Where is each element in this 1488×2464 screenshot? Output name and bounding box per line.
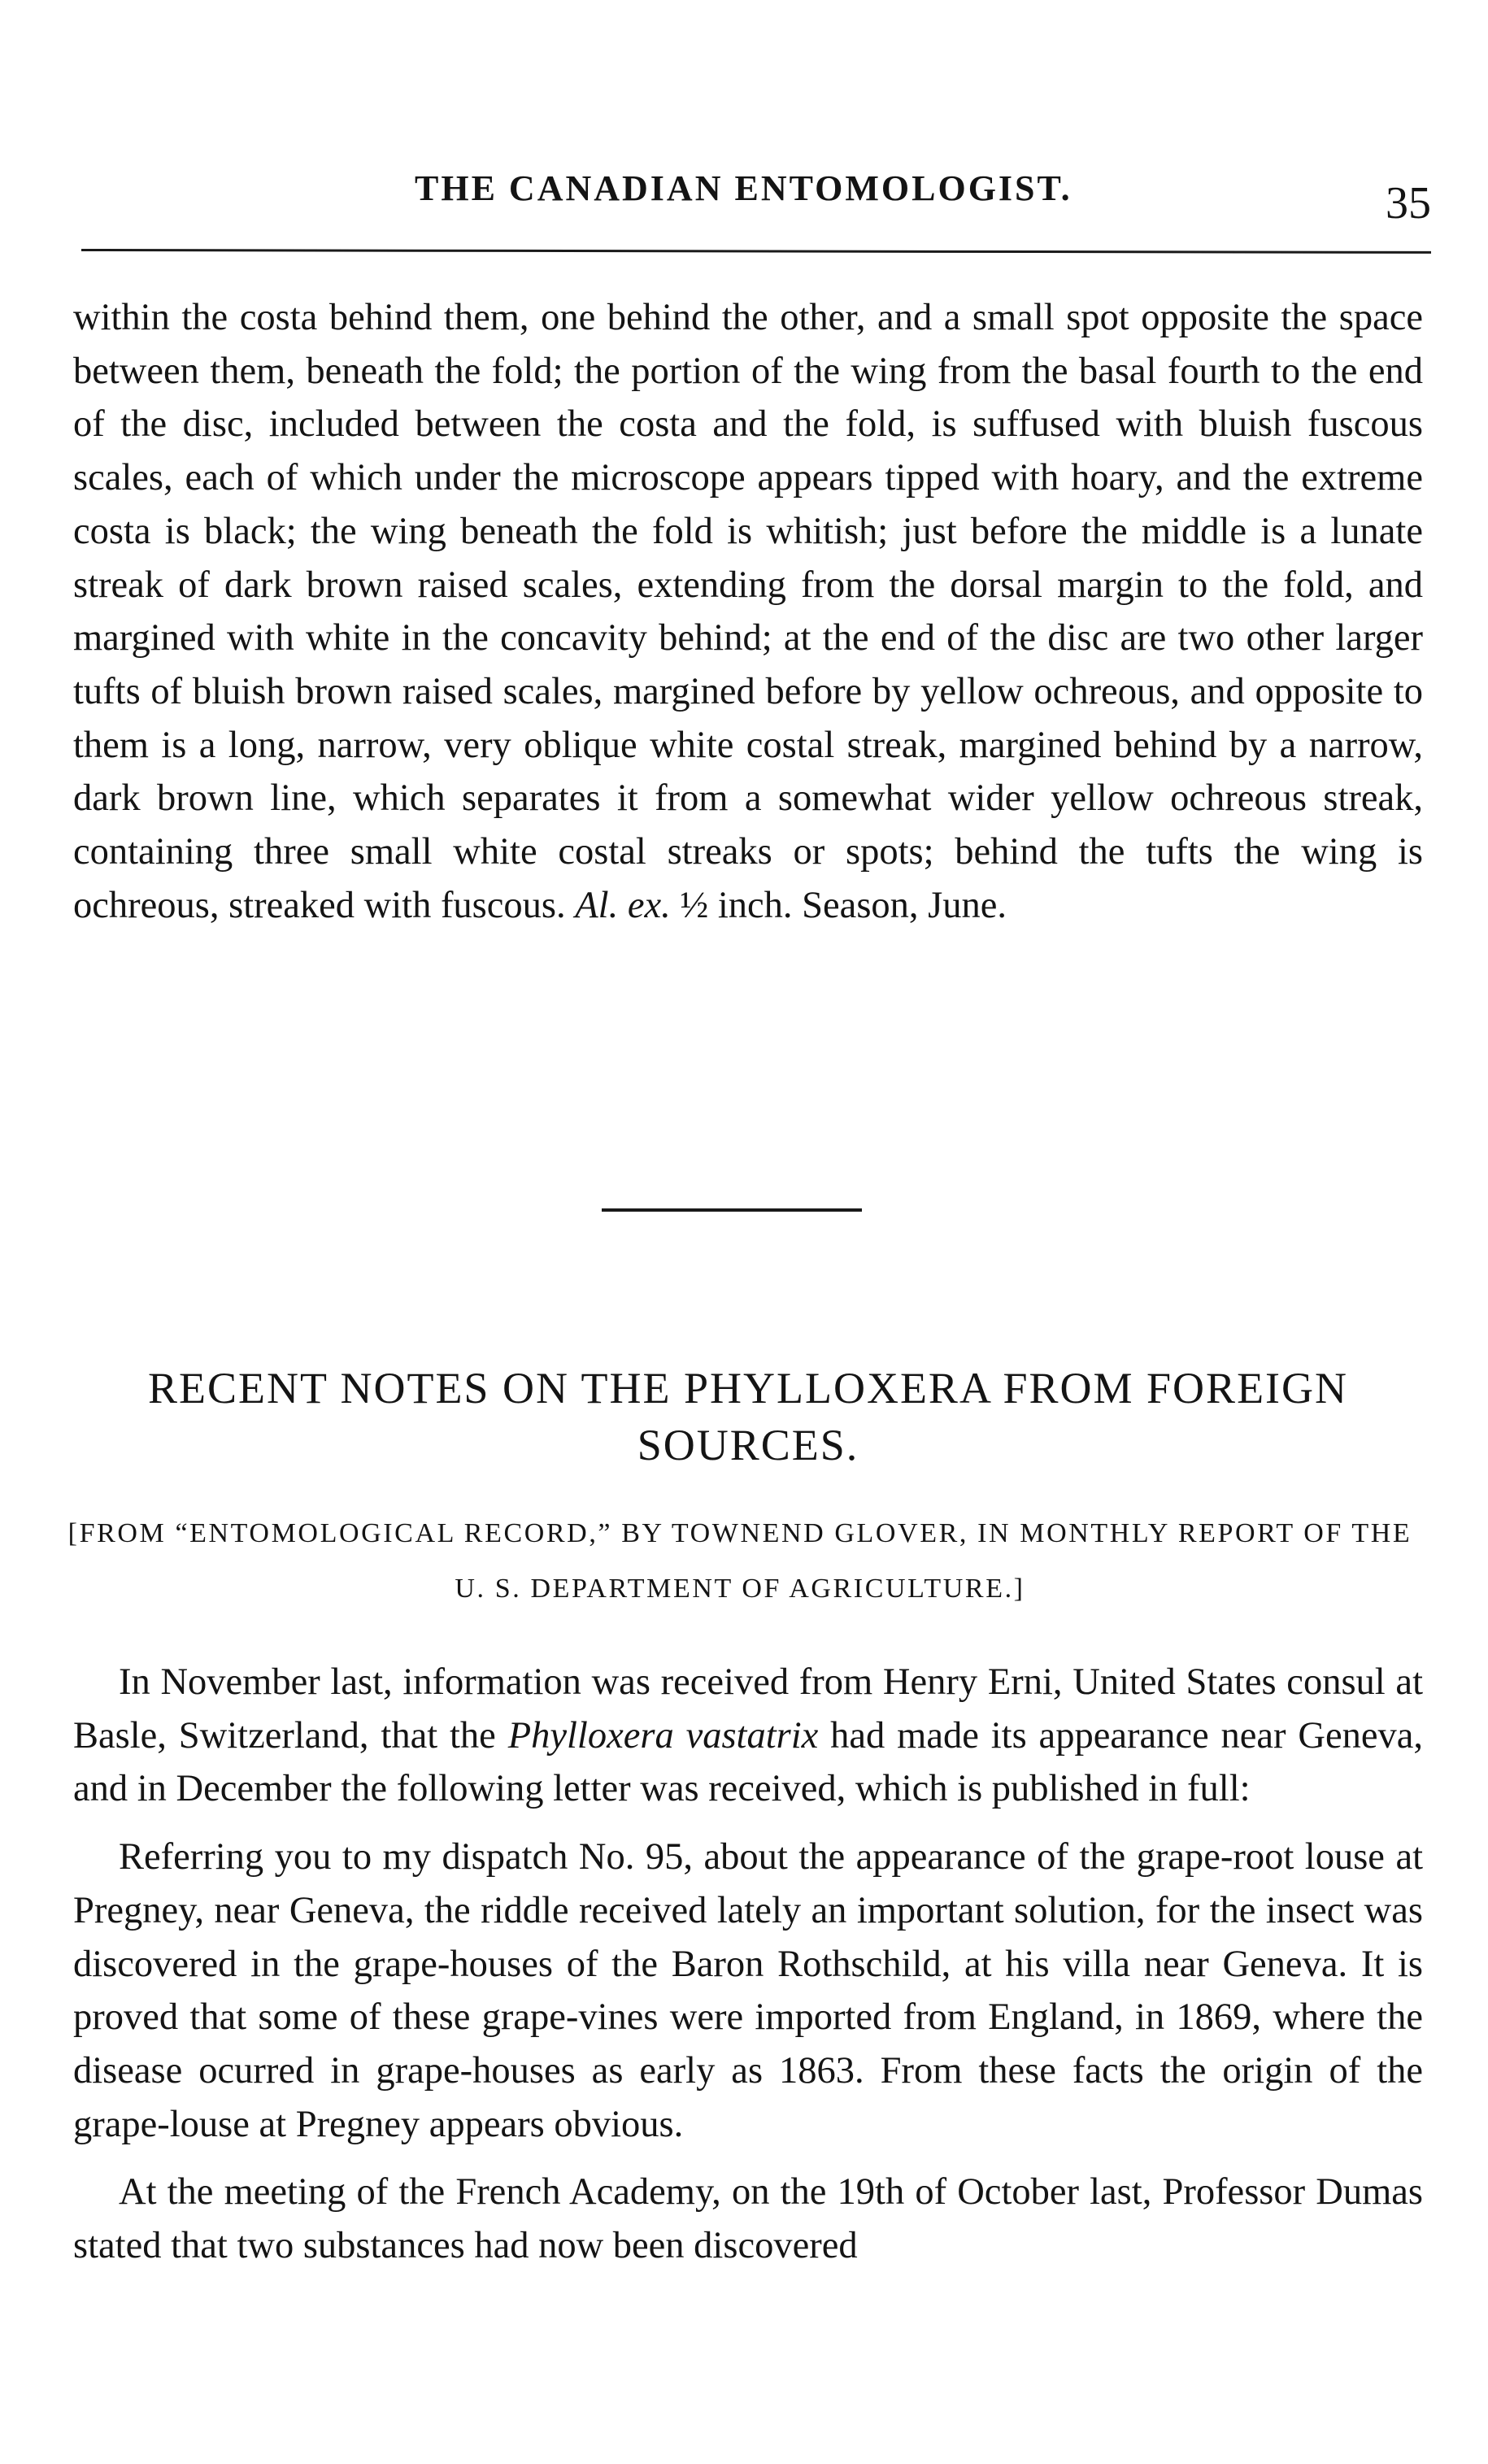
continued-paragraph xyxy=(73,291,1423,932)
header-rule xyxy=(81,249,1431,254)
article-paragraph-1 xyxy=(73,1656,1423,1816)
article-title: RECENT NOTES ON THE PHYLLOXERA FROM FOREIGN SOURCES. xyxy=(147,1364,1349,1469)
paragraph-1-text-before: In November last, information was received from Henry Erni, United States consul at Basle, Switzerland, that the xyxy=(73,1661,1423,1757)
description-paragraph xyxy=(73,291,1423,932)
running-header xyxy=(407,168,1431,229)
article-paragraph-3: At the meeting of the French Academy, on the 19th of October last, Professor Dumas stated that two substances had now been discovered xyxy=(73,2171,1423,2267)
alar-expanse-abbrev: Al. ex. xyxy=(575,884,671,926)
article-body xyxy=(73,1656,1423,2288)
section-divider xyxy=(602,1208,862,1212)
page-number: 35 xyxy=(1386,178,1431,229)
journal-title: THE CANADIAN ENTOMOLOGIST. xyxy=(415,168,1072,208)
article-source-note: [FROM “ENTOMOLOGICAL RECORD,” BY TOWNEND GLOVER, IN MONTHLY REPORT OF THE U. S. DEPARTMENT OF AGRICULTURE.] xyxy=(67,1518,1412,1604)
season-text: inch. Season, June. xyxy=(717,884,1007,926)
paragraph-1-text-after: had made its appearance near Geneva, and in December the following letter was received, which is published in full: xyxy=(73,1714,1423,1810)
species-name: Phylloxera vastatrix xyxy=(507,1714,819,1757)
description-text: within the costa behind them, one behind the other, and a small spot opposite the space between them, beneath the fold; the portion of the wing from the basal fourth to the end of the disc, included between the costa and the fold, is suffused with bluish fuscous scales, each of which under the microscope appears tipped with hoary, and the extreme costa is black; the wing beneath the fold is whitish; just before the middle is a lunate streak of dark brown raised scales, extending from the dorsal margin to the fold, and margined with white in the concavity behind; at the end of the disc are two other larger tufts of bluish brown raised scales, margined before by yellow ochreous, and opposite to them is a long, narrow, very oblique white costal streak, margined behind by a narrow, dark brown line, which separates it from a somewhat wider yellow ochreous streak, containing three small white costal streaks or spots; behind the tufts the wing is ochreous, streaked with fuscous. xyxy=(73,297,1423,926)
article-paragraph-2: Referring you to my dispatch No. 95, about the appearance of the grape-root louse at Pregney, near Geneva, the riddle received lately an important solution, for the insect was discovered in the grape-houses of the Baron Rothschild, at his villa near Geneva. It is proved that some of these grape-vines were imported from England, in 1869, where the disease ocurred in grape-houses as early as 1863. From these facts the origin of the grape-louse at Pregney appears obvious. xyxy=(73,1836,1423,2145)
alar-expanse-value: ½ xyxy=(680,884,709,926)
